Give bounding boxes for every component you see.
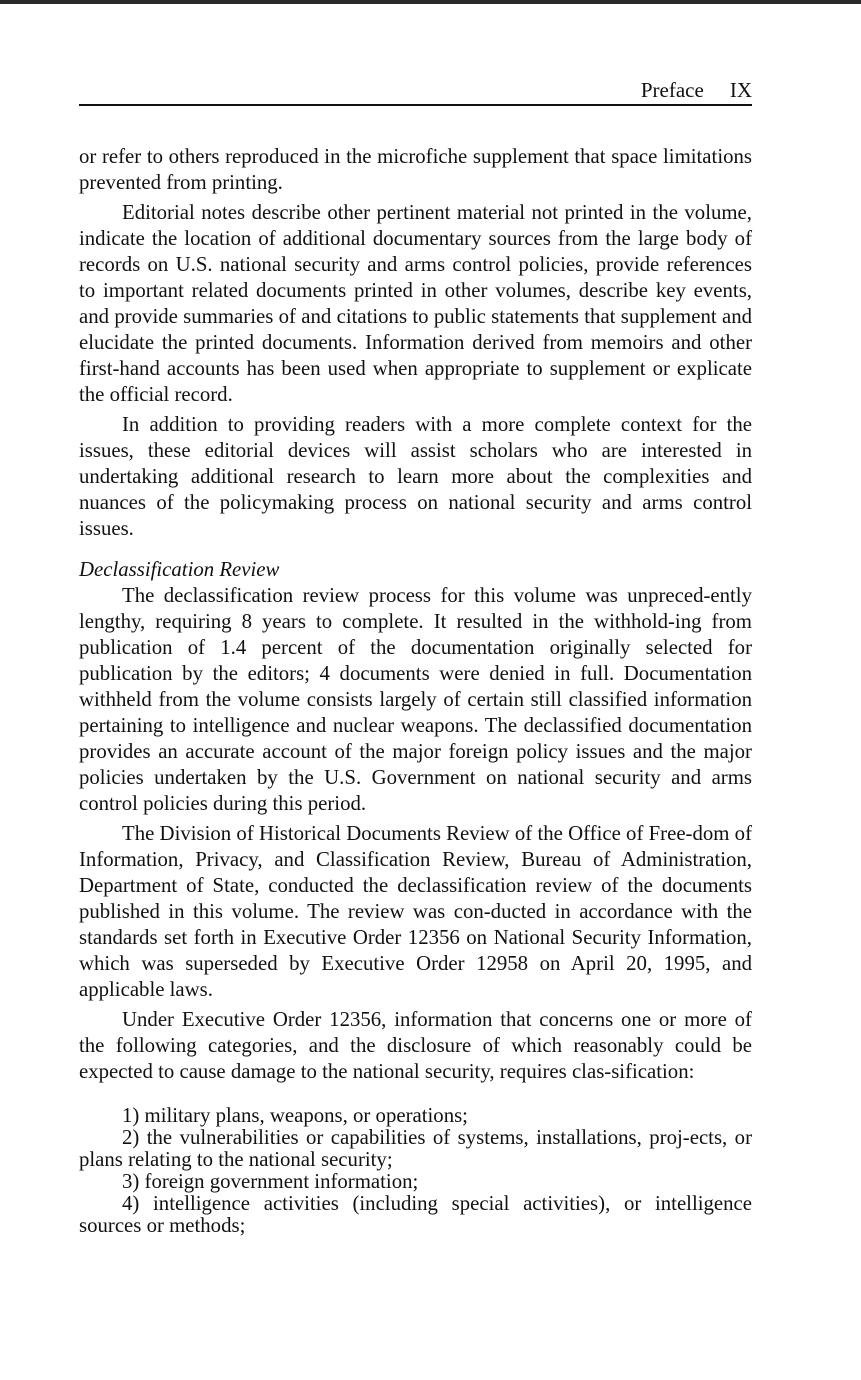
section-heading: Declassification Review bbox=[79, 558, 280, 581]
list-item: 1) military plans, weapons, or operations; bbox=[122, 1104, 468, 1127]
paragraph-editorial-devices: In addition to providing readers with a more complete context for the issues, these editorial devices will assist scholars who are interested in undertaking additional research to learn more about the complexities and nuances of the policymaking process on national security and arms control issues. bbox=[79, 413, 752, 540]
paragraph-review-division: The Division of Historical Documents Review of the Office of Free-​dom of Information, Privacy, and Classification Review, Bureau of Administration, Department of State, conducted the declassification review of the documents published in this volume. The review was con-​ducted in accordance with the standards set forth in Executive Order 12356 on National Security Information, which was superseded by Executive Order 12958 on April 20, 1995, and applicable laws. bbox=[79, 822, 752, 1001]
body-text bbox=[79, 144, 752, 1237]
list-item: 2) the vulnerabilities or capabilities of systems, installations, proj-​ects, or plans relating to the national security; bbox=[79, 1126, 752, 1171]
paragraph-editorial-notes: Editorial notes describe other pertinent material not printed in the volume, indicate the location of additional documentary sources from the large body of records on U.S. national security and arms control poli​cies, provide references to important related documents printed in other volumes, describe key events, and provide summaries of and citations to public statements that supplement and elucidate the printed documents. Information derived from memoirs and other first-hand accounts has been used when appropriate to supplement or explicate the official record. bbox=[79, 201, 752, 406]
page-top-edge bbox=[0, 0, 861, 4]
running-head-title: Preface bbox=[640, 78, 704, 102]
list-item: 3) foreign government information; bbox=[122, 1170, 419, 1193]
paragraph-executive-order: Under Executive Order 12356, information that concerns one or more of the following categories, and the disclosure of which reasonably could be expected to cause damage to the national security, requires clas-​sification: bbox=[79, 1008, 752, 1083]
running-head bbox=[79, 78, 752, 102]
header-rule bbox=[79, 104, 752, 106]
page-number: IX bbox=[729, 78, 752, 102]
paragraph-continuation: or refer to others reproduced in the microfiche supplement that space limitations prevented from printing. bbox=[79, 145, 752, 194]
document-page bbox=[79, 78, 752, 1237]
list-item: 4) intelligence activities (including special activities), or intelligence sources or methods; bbox=[79, 1192, 752, 1237]
paragraph-review-process: The declassification review process for this volume was unpreced-​ently lengthy, requiring 8 years to complete. It resulted in the withhold-​ing from publication of 1.4 percent of the documentation originally selected for publication by the editors; 4 documents were denied in full. Documentation withheld from the volume consists largely of certain still classified information pertaining to intelligence and nuclear weapons. The declassified documentation provides an accurate account of the major foreign policy issues and the major policies undertaken by the U.S. Government on national security and arms control policies during this period. bbox=[79, 584, 752, 815]
classification-categories-list bbox=[79, 1105, 752, 1237]
